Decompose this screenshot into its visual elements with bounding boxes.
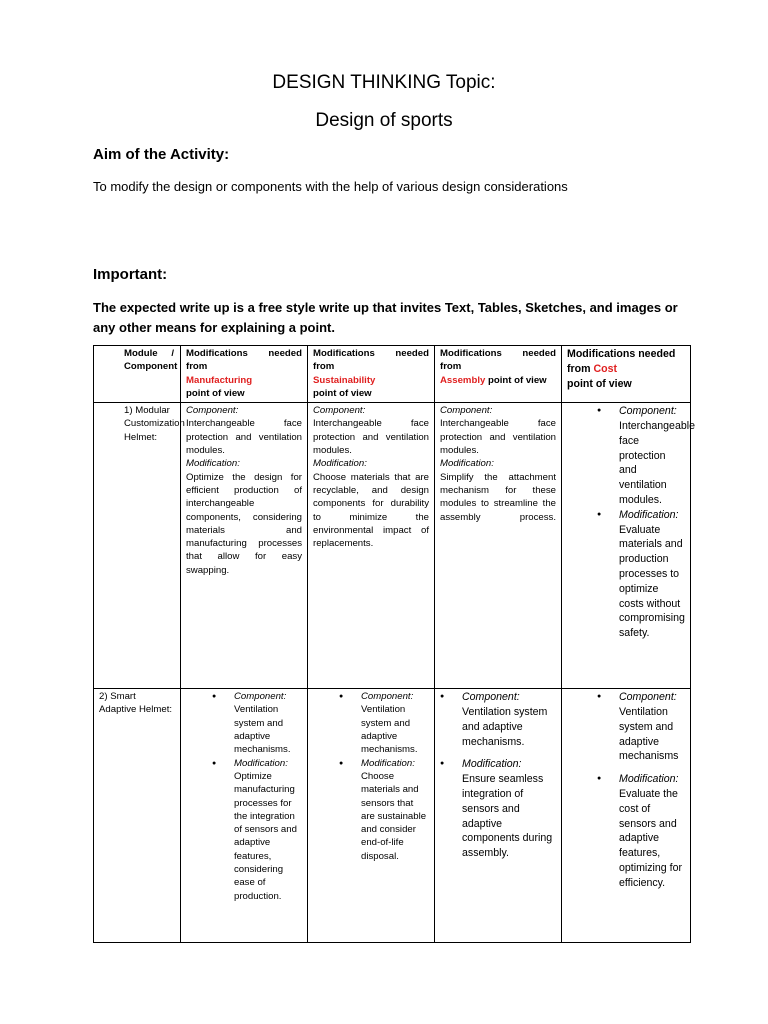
row2-sustainability-list — [313, 690, 429, 863]
header-assembly-post: point of view — [488, 374, 547, 386]
list-item — [619, 772, 685, 890]
list-item — [361, 690, 429, 756]
table-row — [94, 689, 691, 943]
row2-module-label: 2) Smart Adaptive Helmet: — [99, 691, 173, 716]
aim-text: To modify the design or components with the help of various design considerations — [93, 179, 568, 194]
row2-c4-component: Ventilation system and adaptive mechanisms. — [462, 705, 548, 748]
row1-c4-component: Interchangeable face protection and ventilation modules. — [440, 418, 556, 457]
row1-c4-modification-label: Modification: — [440, 458, 494, 470]
header-manufacturing-pre: Modifications needed from — [186, 348, 302, 373]
list-item — [462, 757, 556, 861]
header-assembly-red: Assembly — [440, 374, 486, 386]
row1-c4-component-label: Component: — [440, 405, 493, 417]
header-cost — [562, 346, 691, 403]
row1-c3-component: Interchangeable face protection and ventilation modules. — [313, 418, 429, 457]
row1-c2-modification: Optimize the design for efficient production of interchangeable components, considering materials and manufacturing processes that allow for easy swapping. — [186, 471, 302, 576]
row2-c5-component-label: Component: — [619, 691, 677, 704]
row2-c2-component-label: Component: — [234, 691, 287, 703]
header-manufacturing-post: point of view — [186, 387, 245, 399]
header-cost-red: Cost — [593, 362, 618, 375]
modifications-table — [93, 345, 695, 943]
row1-sustainability — [308, 403, 435, 689]
row2-c2-modification-label: Modification: — [234, 757, 288, 769]
row1-c2-component-label: Component: — [186, 405, 239, 417]
row2-c3-component: Ventilation system and adaptive mechanisms. — [361, 704, 418, 756]
row1-c5-component: Interchangeable face protection and ventilation modules. — [619, 419, 695, 506]
header-cost-post: point of view — [567, 377, 632, 390]
row2-c4-modification: Ensure seamless integration of sensors and adaptive components during assembly. — [462, 773, 553, 860]
row2-c2-modification: Optimize manufacturing processes for the integration of sensors and adaptive features, considering ease of production. — [234, 770, 297, 902]
header-cost-pre: Modifications needed from — [567, 348, 676, 375]
row1-module-label: 1) Modular Customization Helmet: — [124, 405, 185, 443]
row1-manufacturing — [181, 403, 308, 689]
list-item — [361, 757, 429, 863]
row1-cost-list — [567, 404, 695, 641]
row2-assembly — [435, 689, 562, 943]
list-item — [619, 508, 685, 641]
row1-c2-component: Interchangeable face protection and ventilation modules. — [186, 418, 302, 457]
row2-sustainability — [308, 689, 435, 943]
row1-c3-modification: Choose materials that are recyclable, and design components for durability to minimize the environmental impact of replacements. — [313, 471, 429, 550]
header-module-label: Module / Component — [124, 348, 178, 373]
row2-c5-modification-label: Modification: — [619, 773, 679, 786]
header-manufacturing — [181, 346, 308, 403]
header-assembly-pre: Modifications needed from — [440, 348, 556, 373]
row1-c2-modification-label: Modification: — [186, 458, 240, 470]
row2-manufacturing-list — [186, 690, 302, 903]
row2-cost-list — [567, 690, 685, 890]
header-sustainability — [308, 346, 435, 403]
table-row — [94, 403, 691, 689]
row2-assembly-list — [440, 690, 556, 861]
document-subtitle: Design of sports — [315, 110, 453, 131]
row2-c3-modification-label: Modification: — [361, 757, 415, 769]
row2-manufacturing — [181, 689, 308, 943]
row1-assembly — [435, 403, 562, 689]
row1-c5-modification-label: Modification: — [619, 508, 679, 521]
row1-c5-component-label: Component: — [619, 405, 677, 418]
document-title: DESIGN THINKING Topic: — [272, 72, 496, 93]
row2-c3-modification: Choose materials and sensors that are sustainable and consider end-of-life disposal. — [361, 770, 427, 862]
header-cost-line — [567, 347, 685, 377]
important-heading: Important: — [93, 266, 168, 283]
row2-c3-component-label: Component: — [361, 691, 414, 703]
row2-c4-modification-label: Modification: — [462, 758, 522, 771]
row1-c5-modification: Evaluate materials and production processes to optimize costs without compromising safety. — [619, 523, 685, 640]
row1-c3-component-label: Component: — [313, 405, 366, 417]
row1-c3-modification-label: Modification: — [313, 458, 367, 470]
header-sustainability-post: point of view — [313, 387, 372, 399]
row1-module — [94, 403, 185, 689]
header-sustainability-red: Sustainability — [313, 374, 376, 386]
header-sustainability-pre: Modifications needed from — [313, 348, 429, 373]
header-assembly-mid — [440, 374, 556, 387]
aim-heading: Aim of the Activity: — [93, 146, 230, 163]
list-item — [234, 690, 302, 756]
row1-c4-modification: Simplify the attachment mechanism for these modules to streamline the assembly process. — [440, 471, 556, 523]
header-module — [94, 346, 181, 403]
row2-c2-component: Ventilation system and adaptive mechanisms. — [234, 704, 291, 756]
row1-cost — [562, 403, 695, 689]
important-text: The expected write up is a free style write up that invites Text, Tables, Sketches, and images or any other means for explaining a point. — [93, 300, 678, 335]
row2-module — [94, 689, 181, 943]
row2-c4-component-label: Component: — [462, 691, 520, 704]
list-item — [619, 690, 685, 764]
list-item — [619, 404, 695, 508]
row2-cost — [562, 689, 691, 943]
header-assembly — [435, 346, 562, 403]
list-item — [234, 757, 302, 903]
row2-c5-modification: Evaluate the cost of sensors and adaptive features, optimizing for efficiency. — [619, 787, 682, 889]
table-header-row — [94, 346, 691, 403]
list-item — [462, 690, 556, 749]
header-manufacturing-red: Manufacturing — [186, 374, 253, 386]
row2-c5-component: Ventilation system and adaptive mechanisms — [619, 705, 679, 763]
